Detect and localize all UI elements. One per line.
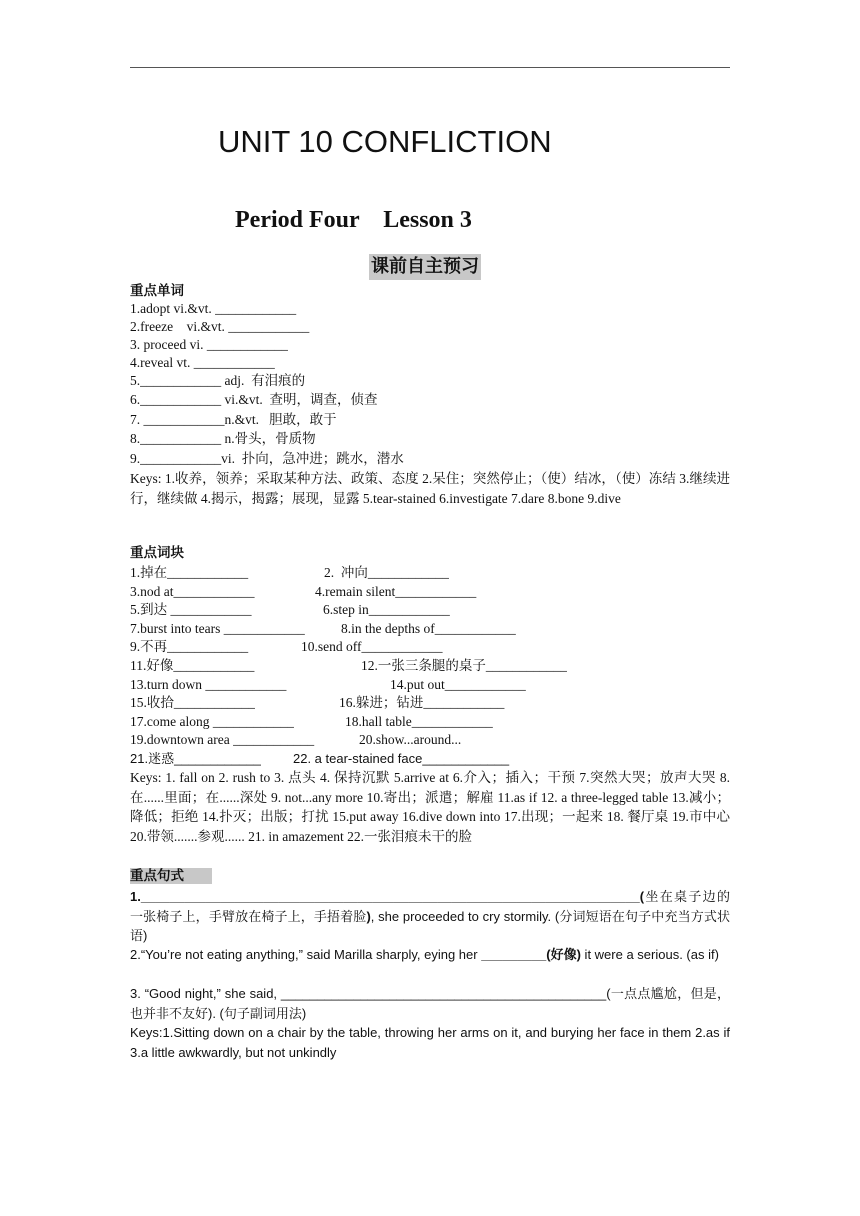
phrase-item: 12.一张三条腿的桌子____________ — [361, 658, 567, 673]
phrase-item: 8.in the depths of____________ — [341, 621, 516, 636]
vocab-keys: Keys: 1.收养，领养；采取某种方法、政策、态度 2.呆住；突然停止；（使）结冰，（使）冻结 3.继续进行，继续做 4.揭示，揭露；展现，显露 5.tear-stained 6.investigate 7.dare 8.bone 9.dive — [130, 471, 730, 506]
phrase-item: 15.收拾____________ — [130, 695, 255, 710]
phrase-item: 13.turn down ____________ — [130, 677, 287, 692]
phrase-item: 6.step in____________ — [323, 602, 450, 617]
vocab-item: 2.freeze vi.&vt. ____________ — [130, 319, 310, 334]
phrase-item: 2. 冲向____________ — [324, 565, 449, 580]
sentence-3: 3. “Good night,” she said, _____________________________________________(一点点尴尬，但是，也并非不友好). (句子副词用法) — [130, 986, 730, 1021]
phrase-item: 9.不再____________ — [130, 639, 249, 654]
phrase-item: 4.remain silent____________ — [315, 584, 477, 599]
preview-heading: 课前自主预习 — [369, 254, 481, 280]
phrase-item: 1.掉在____________ — [130, 565, 249, 580]
phrase-item: 17.come along ____________ — [130, 714, 294, 729]
vocab-item: 9.____________vi. 扑向，急冲进；跳水，潜水 — [130, 451, 404, 466]
phrase-item: 18.hall table____________ — [345, 714, 493, 729]
phrase-item: 7.burst into tears ____________ — [130, 621, 305, 636]
phrase-item: 20.show...around... — [359, 732, 462, 747]
phrase-item: 21.迷惑____________ — [130, 751, 261, 766]
phrase-item: 5.到达 ____________ — [130, 602, 252, 617]
vocab-item: 1.adopt vi.&vt. ____________ — [130, 301, 297, 316]
phrases-keys: Keys: 1. fall on 2. rush to 3. 点头 4. 保持沉默 5.arrive at 6.介入；插入；干预 7.突然大哭；放声大哭 8. 在......里面；在......深处 9. not...any more 10.寄出；派遣；解雇 11.as if 12. a three-legged table 13.减小；降低；拒绝 14.扑灭；出版；打扰 15.put away 16.dive down into 17.出现；一起来 18. 餐厅桌 19.市中心 20.带领.......参观...... 21. in amazement 22.一张泪痕未干的脸 — [130, 770, 730, 845]
vocab-item: 7. ____________n.&vt. 胆敢，敢于 — [130, 412, 337, 427]
phrase-item: 22. a tear-stained face____________ — [293, 751, 510, 766]
vocab-item: 8.____________ n.骨头，骨质物 — [130, 431, 316, 446]
phrase-item: 19.downtown area ____________ — [130, 732, 315, 747]
vocab-item: 5.____________ adj. 有泪痕的 — [130, 373, 306, 388]
phrase-item: 14.put out____________ — [390, 677, 526, 692]
sentences-keys: Keys:1.Sitting down on a chair by the table, throwing her arms on it, and burying her face in them 2.as if 3.a little awkwardly, but not unkindly — [130, 1025, 730, 1060]
vocab-item: 6.____________ vi.&vt. 查明，调查，侦查 — [130, 392, 378, 407]
unit-title: UNIT 10 CONFLICTION — [218, 124, 552, 159]
sentence-2: 2.“You’re not eating anything,” said Marilla sharply, eying her _________(好像) it were a serious. (as if) — [130, 947, 719, 962]
phrase-item: 10.send off____________ — [301, 639, 443, 654]
top-divider — [130, 67, 730, 68]
vocab-item: 4.reveal vt. ____________ — [130, 355, 275, 370]
phrase-item: 11.好像____________ — [130, 658, 255, 673]
vocab-item: 3. proceed vi. ____________ — [130, 337, 288, 352]
phrase-item: 3.nod at____________ — [130, 584, 255, 599]
phrase-item: 16.躲进；钻进____________ — [339, 695, 505, 710]
phrases-section-label: 重点词块 — [130, 545, 184, 561]
period-title: Period Four Lesson 3 — [235, 207, 472, 233]
sentences-section-label: 重点句式 — [130, 867, 212, 885]
sentence-1: 1._____________________________________________________________________(坐在桌子边的一张椅子上，手臂放在椅子上，手捂着脸), she proceeded to cry stormily. (分词短语在句子中充当方式状语) — [130, 889, 730, 943]
vocab-section-label: 重点单词 — [130, 283, 184, 299]
